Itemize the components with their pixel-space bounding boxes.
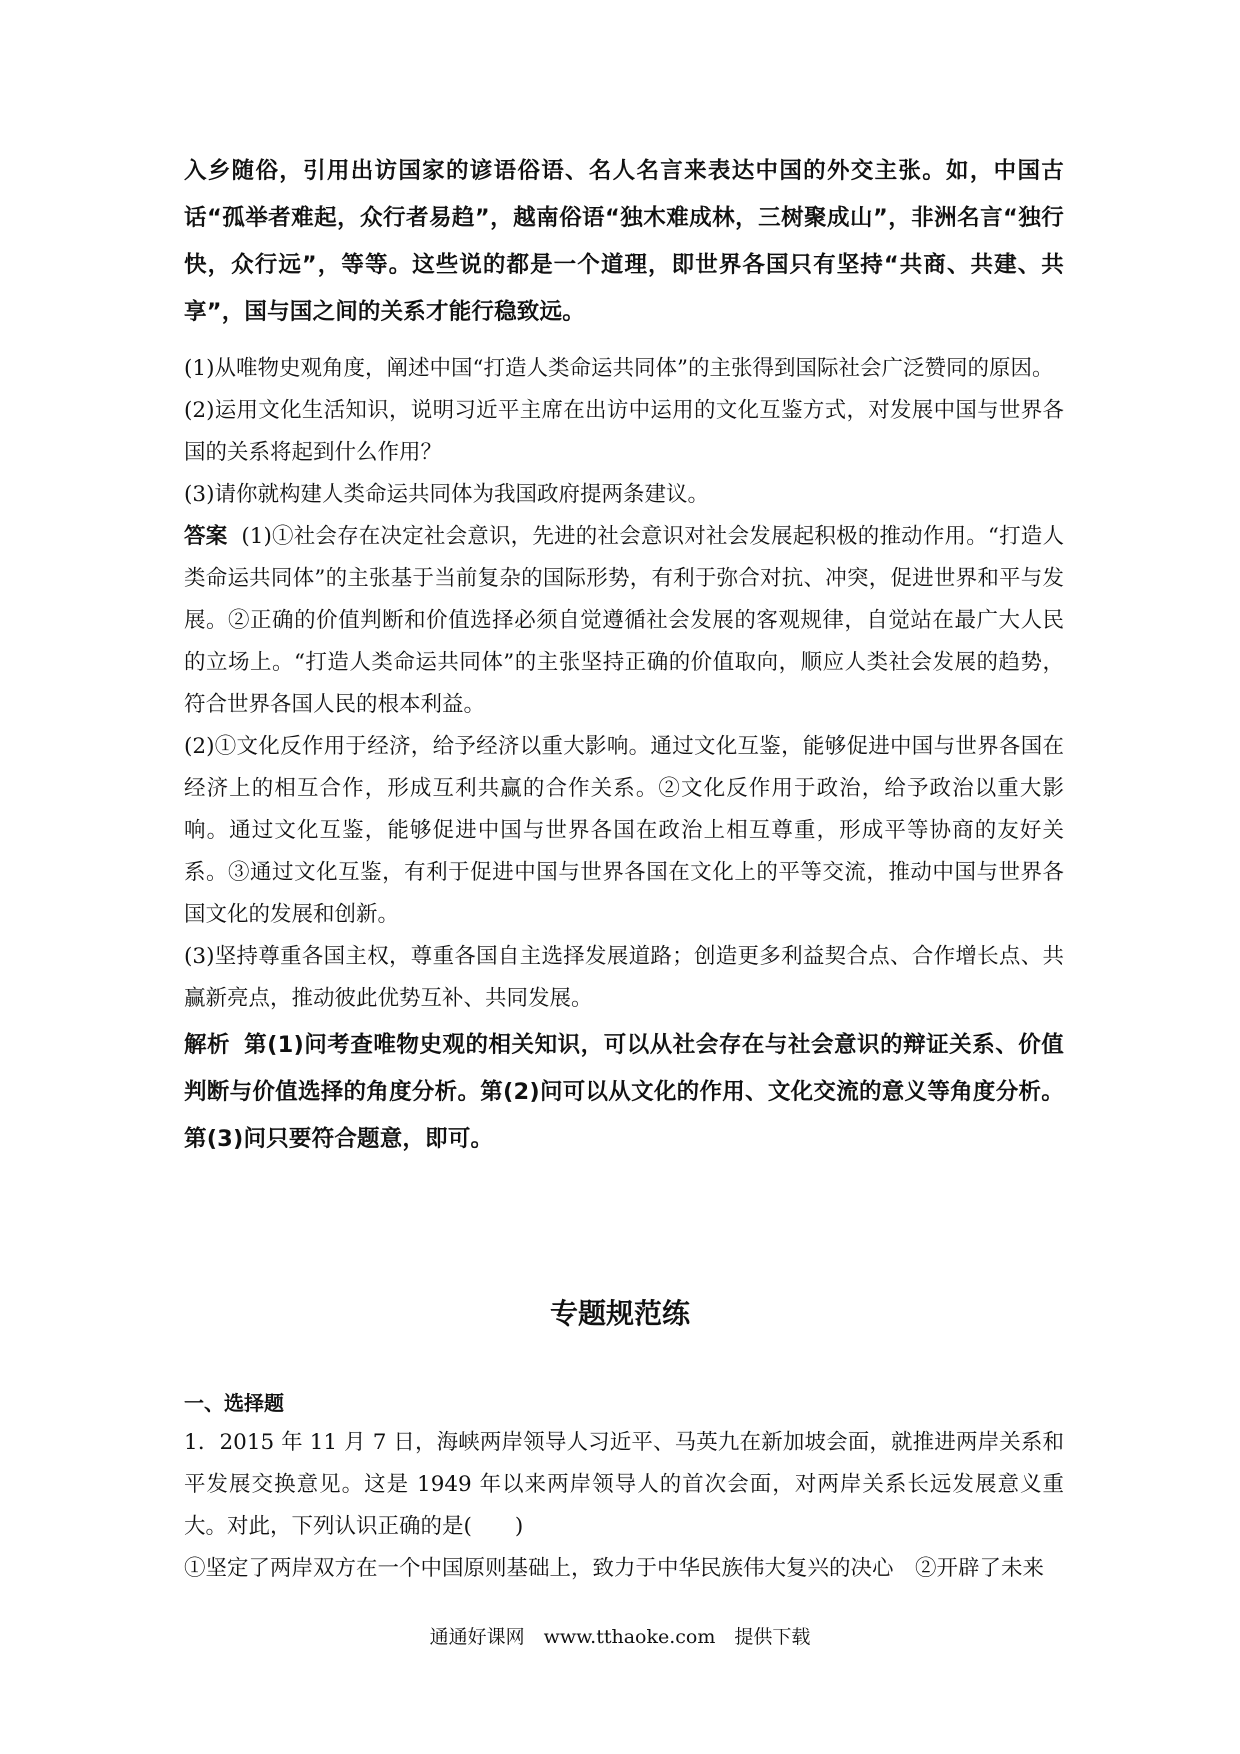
subsection-heading: 一、选择题	[184, 1391, 284, 1415]
question-3: (3)请你就构建人类命运共同体为我国政府提两条建议。	[184, 482, 709, 507]
document-body	[184, 148, 1064, 1163]
answer-label: 答案	[184, 524, 228, 549]
question-1: (1)从唯物史观角度，阐述中国“打造人类命运共同体”的主张得到国际社会广泛赞同的原因。	[184, 356, 1054, 381]
answer-part-2: (2)①文化反作用于经济，给予经济以重大影响。通过文化互鉴，能够促进中国与世界各国在经济上的相互合作，形成互利共赢的合作关系。②文化反作用于政治，给予政治以重大影响。通过文化互鉴，能够促进中国与世界各国在政治上相互尊重，形成平等协商的友好关系。③通过文化互鉴，有利于促进中国与世界各国在文化上的平等交流，推动中国与世界各国文化的发展和创新。	[184, 734, 1064, 927]
question-2: (2)运用文化生活知识，说明习近平主席在出访中运用的文化互鉴方式，对发展中国与世界各国的关系将起到什么作用？	[184, 398, 1064, 465]
exercise-section	[184, 1384, 1064, 1590]
analysis-paragraph	[184, 1022, 1064, 1163]
analysis-text: 第(1)问考查唯物史观的相关知识，可以从社会存在与社会意识的辩证关系、价值判断与价值选择的角度分析。第(2)问可以从文化的作用、文化交流的意义等角度分析。第(3)问只要符合题意，即可。	[184, 1032, 1065, 1152]
answer-part-3: (3)坚持尊重各国主权，尊重各国自主选择发展道路；创造更多利益契合点、合作增长点、共赢新亮点，推动彼此优势互补、共同发展。	[184, 944, 1064, 1011]
question-1-options: ①坚定了两岸双方在一个中国原则基础上，致力于中华民族伟大复兴的决心 ②开辟了未来	[184, 1556, 1045, 1581]
footer-watermark: 通通好课网 www.tthaoke.com 提供下载	[429, 1626, 811, 1648]
section-title: 专题规范练	[549, 1297, 690, 1330]
analysis-label: 解析	[184, 1032, 231, 1058]
answer-part-1	[184, 516, 1064, 726]
answer-part-1-text: (1)①社会存在决定社会意识，先进的社会意识对社会发展起积极的推动作用。“打造人类命运共同体”的主张基于当前复杂的国际形势，有利于弥合对抗、冲突，促进世界和平与发展。②正确的价值判断和价值选择必须自觉遵循社会发展的客观规律，自觉站在最广大人民的立场上。“打造人类命运共同体”的主张坚持正确的价值取向，顺应人类社会发展的趋势，符合世界各国人民的根本利益。	[184, 524, 1064, 717]
question-list	[184, 348, 1064, 516]
intro-paragraph: 入乡随俗，引用出访国家的谚语俗语、名人名言来表达中国的外交主张。如，中国古话“孤举者难起，众行者易趋”，越南俗语“独木难成林，三树聚成山”，非洲名言“独行快，众行远”，等等。这些说的都是一个道理，即世界各国只有坚持“共商、共建、共享”，国与国之间的关系才能行稳致远。	[184, 158, 1064, 325]
question-1-stem: 1．2015 年 11 月 7 日，海峡两岸领导人习近平、马英九在新加坡会面，就推进两岸关系和平发展交换意见。这是 1949 年以来两岸领导人的首次会面，对两岸关系长远发展意义重大。对此，下列认识正确的是( )	[184, 1430, 1064, 1539]
answer-block	[184, 516, 1064, 1020]
